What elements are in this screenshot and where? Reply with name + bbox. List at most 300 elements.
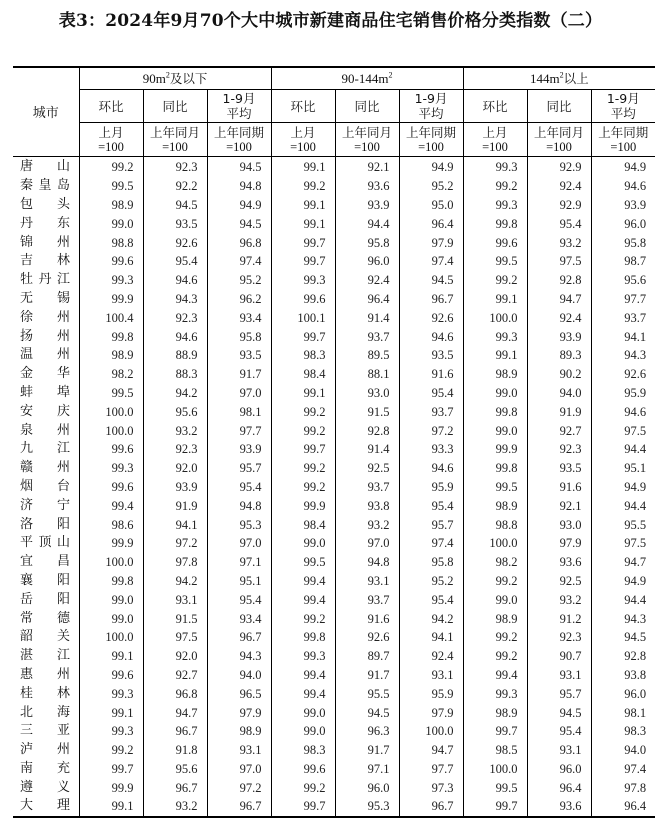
index-value: 92.3 — [527, 440, 591, 459]
index-value: 97.8 — [591, 778, 655, 797]
subheader-yoy: 同比 — [143, 90, 207, 123]
city-name: 无 锡 — [20, 290, 70, 306]
index-value: 94.4 — [335, 214, 399, 233]
index-value: 94.7 — [399, 741, 463, 760]
index-value: 99.1 — [271, 214, 335, 233]
index-value: 95.4 — [527, 722, 591, 741]
index-value: 94.5 — [207, 157, 271, 177]
index-value: 97.5 — [591, 534, 655, 553]
table-row — [13, 478, 655, 497]
city-name: 惠 州 — [20, 666, 70, 682]
index-value: 95.6 — [143, 402, 207, 421]
index-value: 100.0 — [463, 534, 527, 553]
index-value: 99.7 — [271, 233, 335, 252]
index-value: 94.9 — [207, 196, 271, 215]
index-value: 91.7 — [335, 741, 399, 760]
table-row — [13, 534, 655, 553]
city-name: 宜 昌 — [20, 554, 70, 570]
city-column-header: 城市 — [13, 67, 79, 157]
index-value: 99.2 — [271, 478, 335, 497]
index-value: 91.6 — [399, 365, 463, 384]
index-value: 89.3 — [527, 346, 591, 365]
index-value: 91.4 — [335, 308, 399, 327]
index-value: 95.0 — [399, 196, 463, 215]
index-value: 93.4 — [207, 609, 271, 628]
city-name: 蚌 埠 — [20, 384, 70, 400]
index-value: 96.7 — [207, 628, 271, 647]
table-row — [13, 252, 655, 271]
index-value: 97.0 — [207, 384, 271, 403]
table-row — [13, 327, 655, 346]
index-value: 95.4 — [399, 496, 463, 515]
index-value: 99.0 — [463, 590, 527, 609]
index-value: 88.9 — [143, 346, 207, 365]
index-value: 96.4 — [527, 778, 591, 797]
index-value: 97.2 — [207, 778, 271, 797]
index-value: 99.6 — [79, 252, 143, 271]
index-value: 98.4 — [271, 515, 335, 534]
table-row — [13, 609, 655, 628]
index-value: 99.3 — [79, 459, 143, 478]
index-value: 99.4 — [463, 666, 527, 685]
index-value: 94.7 — [143, 703, 207, 722]
index-value: 97.5 — [527, 252, 591, 271]
index-value: 99.7 — [271, 440, 335, 459]
index-value: 93.0 — [335, 384, 399, 403]
index-value: 98.9 — [207, 722, 271, 741]
index-value: 88.1 — [335, 365, 399, 384]
table-row — [13, 365, 655, 384]
index-value: 98.8 — [79, 233, 143, 252]
index-value: 97.1 — [207, 553, 271, 572]
index-value: 95.9 — [399, 684, 463, 703]
index-value: 92.7 — [143, 666, 207, 685]
index-value: 94.9 — [591, 157, 655, 177]
city-name: 三 亚 — [20, 723, 70, 739]
index-value: 99.2 — [271, 459, 335, 478]
index-value: 91.9 — [527, 402, 591, 421]
index-value: 94.3 — [591, 609, 655, 628]
city-name: 韶 关 — [20, 629, 70, 645]
index-value: 93.1 — [207, 741, 271, 760]
index-value: 93.7 — [335, 478, 399, 497]
city-name: 岳 阳 — [20, 591, 70, 607]
city-name: 遵 义 — [20, 779, 70, 795]
index-value: 94.9 — [399, 157, 463, 177]
index-value: 99.8 — [463, 214, 527, 233]
index-value: 99.2 — [463, 177, 527, 196]
index-value: 94.9 — [591, 478, 655, 497]
index-value: 92.3 — [143, 440, 207, 459]
index-value: 99.8 — [79, 572, 143, 591]
index-value: 100.0 — [79, 628, 143, 647]
base-period-mom: 上月 =100 — [463, 123, 527, 157]
index-value: 99.3 — [79, 722, 143, 741]
index-value: 93.1 — [143, 590, 207, 609]
index-value: 93.2 — [143, 421, 207, 440]
index-value: 99.5 — [79, 177, 143, 196]
index-value: 94.8 — [207, 496, 271, 515]
index-value: 94.5 — [207, 214, 271, 233]
index-value: 91.6 — [335, 609, 399, 628]
index-value: 98.9 — [463, 703, 527, 722]
index-value: 96.7 — [207, 797, 271, 817]
index-value: 93.8 — [591, 666, 655, 685]
index-value: 99.1 — [79, 647, 143, 666]
index-value: 97.4 — [207, 252, 271, 271]
index-value: 99.6 — [79, 478, 143, 497]
table-row — [13, 572, 655, 591]
index-value: 97.5 — [143, 628, 207, 647]
index-value: 96.4 — [335, 290, 399, 309]
index-value: 100.0 — [79, 421, 143, 440]
city-name: 赣 州 — [20, 460, 70, 476]
city-name: 南 充 — [20, 760, 70, 776]
index-value: 97.7 — [399, 760, 463, 779]
index-value: 94.9 — [591, 572, 655, 591]
page-title: 表3：2024年9月70个大中城市新建商品住宅销售价格分类指数（二） — [58, 11, 603, 31]
table-row — [13, 760, 655, 779]
index-value: 94.0 — [591, 741, 655, 760]
index-value: 100.0 — [463, 308, 527, 327]
index-value: 98.3 — [271, 741, 335, 760]
subheader-yoy: 同比 — [527, 90, 591, 123]
index-value: 98.7 — [591, 252, 655, 271]
index-value: 93.2 — [335, 515, 399, 534]
index-value: 98.9 — [463, 609, 527, 628]
city-name: 桂 林 — [20, 685, 70, 701]
index-value: 99.8 — [271, 628, 335, 647]
index-value: 100.0 — [399, 722, 463, 741]
index-value: 99.2 — [271, 609, 335, 628]
index-value: 91.4 — [335, 440, 399, 459]
city-name: 泉 州 — [20, 422, 70, 438]
index-value: 92.7 — [527, 421, 591, 440]
index-value: 94.1 — [143, 515, 207, 534]
index-value: 98.3 — [591, 722, 655, 741]
base-period-ytd-avg: 上年同期 =100 — [399, 123, 463, 157]
index-value: 94.5 — [527, 703, 591, 722]
city-name: 洛 阳 — [20, 516, 70, 532]
index-value: 100.0 — [79, 402, 143, 421]
index-value: 99.5 — [463, 252, 527, 271]
index-value: 99.2 — [463, 647, 527, 666]
index-value: 97.4 — [591, 760, 655, 779]
table-row — [13, 778, 655, 797]
index-value: 92.8 — [527, 271, 591, 290]
index-value: 100.0 — [79, 553, 143, 572]
index-value: 94.3 — [207, 647, 271, 666]
index-value: 100.4 — [79, 308, 143, 327]
index-value: 99.6 — [463, 233, 527, 252]
index-value: 92.4 — [527, 177, 591, 196]
index-value: 97.9 — [207, 703, 271, 722]
index-value: 99.1 — [271, 196, 335, 215]
index-value: 92.6 — [335, 628, 399, 647]
index-value: 93.9 — [591, 196, 655, 215]
city-name: 济 宁 — [20, 497, 70, 513]
index-value: 98.9 — [463, 365, 527, 384]
index-value: 96.3 — [335, 722, 399, 741]
index-value: 95.1 — [207, 572, 271, 591]
city-name: 烟 台 — [20, 478, 70, 494]
index-value: 99.2 — [463, 271, 527, 290]
index-value: 99.7 — [271, 797, 335, 817]
index-value: 94.7 — [527, 290, 591, 309]
index-value: 91.7 — [207, 365, 271, 384]
table-row — [13, 271, 655, 290]
price-index-table — [13, 66, 655, 818]
index-value: 99.1 — [79, 797, 143, 817]
table-row — [13, 703, 655, 722]
index-value: 99.6 — [271, 760, 335, 779]
city-name: 湛 江 — [20, 648, 70, 664]
index-value: 91.5 — [143, 609, 207, 628]
index-value: 98.2 — [79, 365, 143, 384]
table-row — [13, 496, 655, 515]
index-value: 99.9 — [271, 496, 335, 515]
index-value: 99.1 — [463, 346, 527, 365]
index-value: 99.8 — [463, 459, 527, 478]
index-value: 97.4 — [399, 252, 463, 271]
index-value: 99.3 — [463, 327, 527, 346]
index-value: 94.8 — [335, 553, 399, 572]
index-value: 99.2 — [271, 778, 335, 797]
index-value: 93.7 — [335, 590, 399, 609]
index-value: 97.9 — [527, 534, 591, 553]
subheader-mom: 环比 — [79, 90, 143, 123]
index-value: 93.5 — [527, 459, 591, 478]
table-row — [13, 402, 655, 421]
index-value: 99.5 — [463, 478, 527, 497]
base-period-yoy: 上年同月 =100 — [335, 123, 399, 157]
index-value: 95.3 — [335, 797, 399, 817]
city-name: 大 理 — [20, 798, 70, 814]
table-row — [13, 196, 655, 215]
index-value: 93.7 — [335, 327, 399, 346]
index-value: 95.2 — [399, 572, 463, 591]
index-value: 99.4 — [271, 572, 335, 591]
index-value: 95.9 — [591, 384, 655, 403]
group-header-large: $144m^2$以上 — [463, 67, 655, 90]
index-value: 97.3 — [399, 778, 463, 797]
index-value: 99.6 — [79, 440, 143, 459]
city-name: 九 江 — [20, 441, 70, 457]
index-value: 98.6 — [79, 515, 143, 534]
index-value: 94.1 — [591, 327, 655, 346]
index-value: 93.0 — [527, 515, 591, 534]
index-value: 97.9 — [399, 703, 463, 722]
index-value: 96.4 — [591, 797, 655, 817]
table-row — [13, 421, 655, 440]
group-header-small: $90m^2$及以下 — [79, 67, 271, 90]
index-value: 97.0 — [335, 534, 399, 553]
index-value: 94.5 — [335, 703, 399, 722]
index-value: 99.2 — [463, 628, 527, 647]
index-value: 95.4 — [399, 590, 463, 609]
index-value: 96.7 — [399, 290, 463, 309]
table-row — [13, 233, 655, 252]
index-value: 93.7 — [399, 402, 463, 421]
table-row — [13, 384, 655, 403]
index-value: 94.4 — [591, 496, 655, 515]
index-value: 98.5 — [463, 741, 527, 760]
index-value: 99.0 — [463, 421, 527, 440]
index-value: 92.4 — [335, 271, 399, 290]
index-value: 99.5 — [271, 553, 335, 572]
index-value: 98.2 — [463, 553, 527, 572]
index-value: 92.1 — [335, 157, 399, 177]
index-value: 94.0 — [527, 384, 591, 403]
index-value: 99.0 — [271, 534, 335, 553]
index-value: 90.7 — [527, 647, 591, 666]
index-value: 95.7 — [399, 515, 463, 534]
table-row — [13, 797, 655, 817]
table-row — [13, 440, 655, 459]
city-name: 牡 丹 江 — [20, 272, 70, 288]
index-value: 97.0 — [207, 760, 271, 779]
index-value: 95.2 — [399, 177, 463, 196]
index-value: 93.5 — [207, 346, 271, 365]
index-value: 95.8 — [399, 553, 463, 572]
index-value: 95.4 — [527, 214, 591, 233]
index-value: 99.2 — [79, 741, 143, 760]
city-name: 金 华 — [20, 366, 70, 382]
index-value: 91.9 — [143, 496, 207, 515]
index-value: 99.2 — [271, 402, 335, 421]
table-row — [13, 684, 655, 703]
table-row — [13, 628, 655, 647]
index-value: 99.5 — [463, 778, 527, 797]
base-period-yoy: 上年同月 =100 — [527, 123, 591, 157]
index-value: 91.2 — [527, 609, 591, 628]
index-value: 92.3 — [143, 157, 207, 177]
index-value: 96.7 — [143, 778, 207, 797]
index-value: 99.9 — [79, 534, 143, 553]
index-value: 95.1 — [591, 459, 655, 478]
index-value: 94.6 — [143, 327, 207, 346]
index-value: 97.2 — [399, 421, 463, 440]
index-value: 95.8 — [591, 233, 655, 252]
index-value: 92.0 — [143, 647, 207, 666]
index-value: 95.9 — [399, 478, 463, 497]
index-value: 93.7 — [591, 308, 655, 327]
index-value: 96.7 — [143, 722, 207, 741]
index-value: 90.2 — [527, 365, 591, 384]
index-value: 99.1 — [463, 290, 527, 309]
index-value: 91.6 — [527, 478, 591, 497]
index-value: 93.2 — [527, 590, 591, 609]
index-value: 94.7 — [591, 553, 655, 572]
city-name: 北 海 — [20, 704, 70, 720]
index-value: 99.3 — [463, 684, 527, 703]
index-value: 92.6 — [591, 365, 655, 384]
index-value: 99.7 — [463, 722, 527, 741]
city-name: 泸 州 — [20, 742, 70, 758]
index-value: 94.0 — [207, 666, 271, 685]
index-value: 93.9 — [143, 478, 207, 497]
index-value: 94.1 — [399, 628, 463, 647]
index-value: 98.8 — [463, 515, 527, 534]
index-value: 92.9 — [527, 157, 591, 177]
table-row — [13, 741, 655, 760]
index-value: 92.8 — [335, 421, 399, 440]
index-value: 94.6 — [399, 459, 463, 478]
index-value: 99.3 — [271, 271, 335, 290]
index-value: 92.6 — [143, 233, 207, 252]
base-period-ytd-avg: 上年同期 =100 — [207, 123, 271, 157]
index-value: 95.4 — [399, 384, 463, 403]
index-value: 97.8 — [143, 553, 207, 572]
subheader-mom: 环比 — [463, 90, 527, 123]
index-value: 94.6 — [591, 177, 655, 196]
subheader-ytd-avg: 1-9月 平均 — [399, 90, 463, 123]
index-value: 99.1 — [271, 157, 335, 177]
index-value: 99.2 — [271, 177, 335, 196]
city-name: 徐 州 — [20, 309, 70, 325]
index-value: 99.6 — [79, 666, 143, 685]
index-value: 99.4 — [79, 496, 143, 515]
index-value: 93.6 — [527, 797, 591, 817]
index-value: 96.8 — [143, 684, 207, 703]
index-value: 97.4 — [399, 534, 463, 553]
table-row — [13, 553, 655, 572]
city-name: 常 德 — [20, 610, 70, 626]
index-value: 95.8 — [207, 327, 271, 346]
index-value: 93.9 — [527, 327, 591, 346]
index-value: 94.2 — [143, 384, 207, 403]
subheader-ytd-avg: 1-9月 平均 — [207, 90, 271, 123]
table-row — [13, 346, 655, 365]
index-value: 99.7 — [271, 252, 335, 271]
base-period-mom: 上月 =100 — [271, 123, 335, 157]
table-row — [13, 515, 655, 534]
index-value: 94.4 — [591, 440, 655, 459]
index-value: 100.1 — [271, 308, 335, 327]
index-value: 91.7 — [335, 666, 399, 685]
index-value: 98.4 — [271, 365, 335, 384]
index-value: 92.2 — [143, 177, 207, 196]
group-header-medium: $90-144m^2$ — [271, 67, 463, 90]
index-value: 99.3 — [463, 157, 527, 177]
index-value: 95.4 — [207, 590, 271, 609]
index-value: 99.7 — [79, 760, 143, 779]
index-value: 94.2 — [143, 572, 207, 591]
table-row — [13, 177, 655, 196]
base-period-yoy: 上年同月 =100 — [143, 123, 207, 157]
index-value: 99.4 — [271, 684, 335, 703]
index-value: 97.1 — [335, 760, 399, 779]
index-value: 93.6 — [527, 553, 591, 572]
index-value: 99.0 — [79, 609, 143, 628]
index-value: 94.6 — [591, 402, 655, 421]
index-value: 99.1 — [79, 703, 143, 722]
index-value: 95.7 — [527, 684, 591, 703]
index-value: 99.0 — [79, 214, 143, 233]
index-value: 88.3 — [143, 365, 207, 384]
index-value: 98.1 — [207, 402, 271, 421]
table-row — [13, 308, 655, 327]
index-value: 95.7 — [207, 459, 271, 478]
city-name: 温 州 — [20, 347, 70, 363]
index-value: 99.2 — [271, 421, 335, 440]
index-value: 99.1 — [271, 384, 335, 403]
city-name: 安 庆 — [20, 403, 70, 419]
index-value: 92.8 — [591, 647, 655, 666]
index-value: 93.1 — [527, 741, 591, 760]
index-value: 98.9 — [79, 196, 143, 215]
city-name: 锦 州 — [20, 234, 70, 250]
